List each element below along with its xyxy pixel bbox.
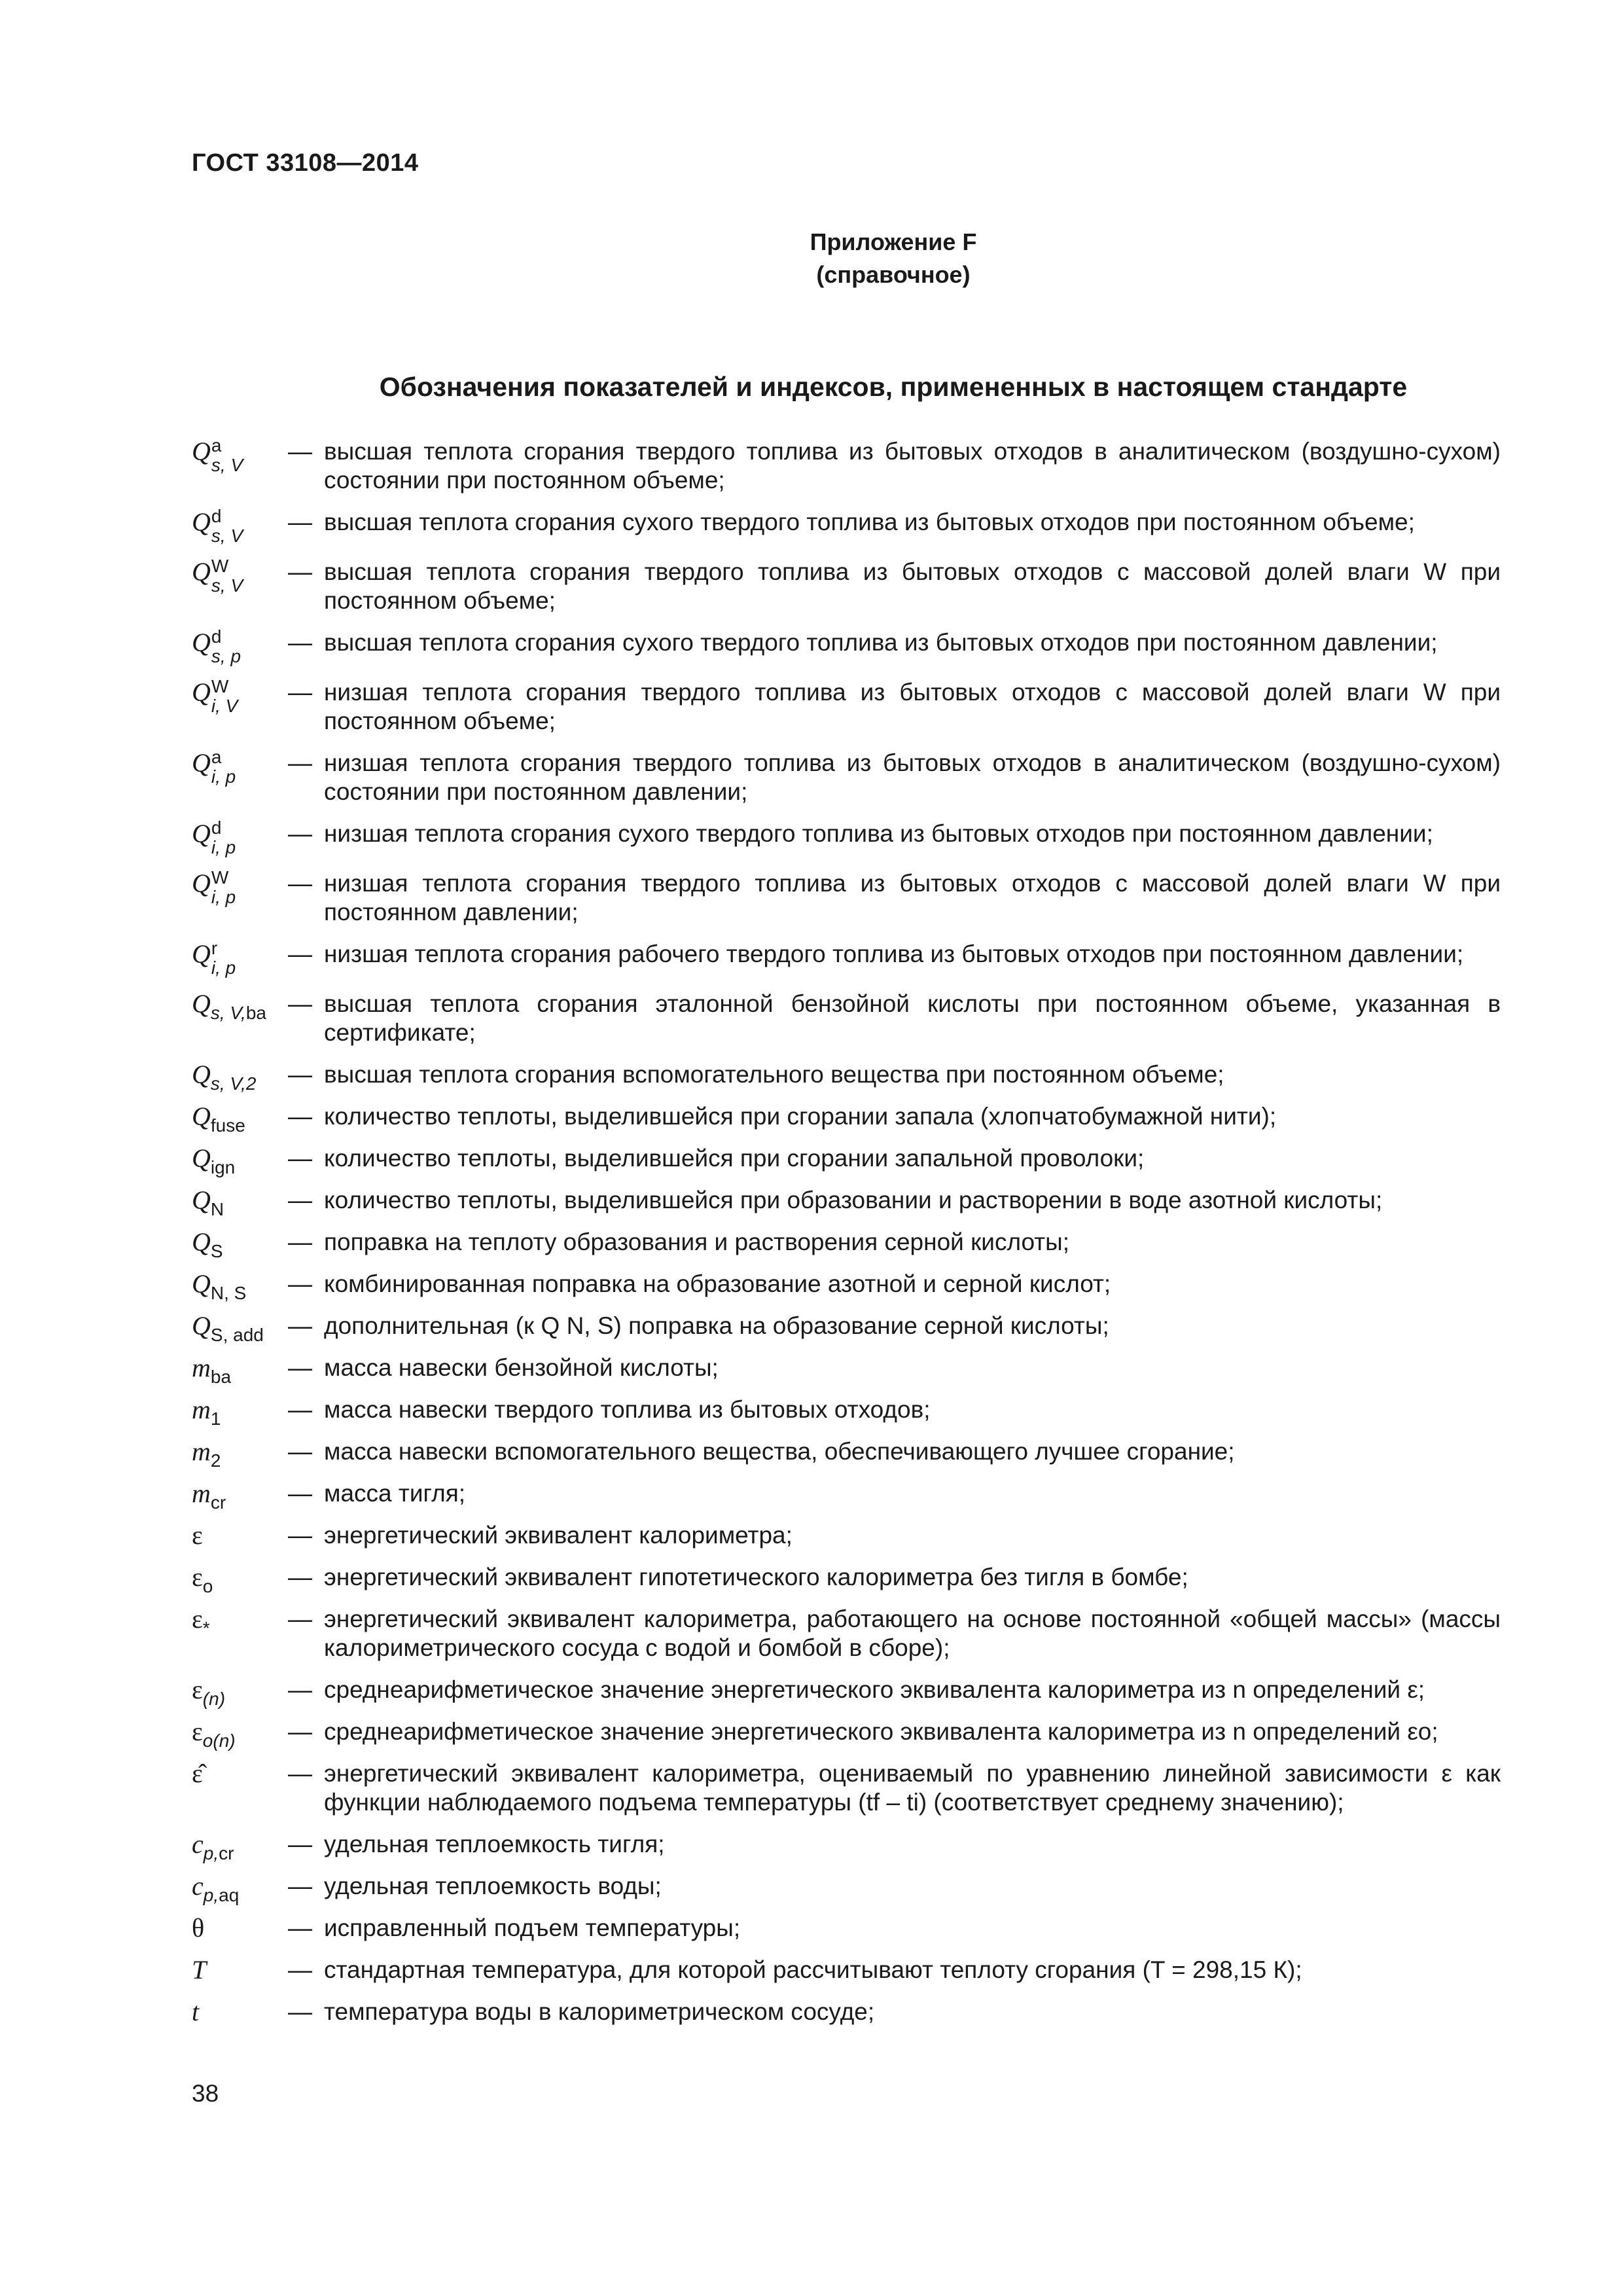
definition-text: масса навески вспомогательного вещества, обеспечивающего лучшее сгорание;: [324, 1438, 1235, 1465]
definition-dash: —: [288, 558, 312, 585]
symbol-base: Q: [192, 557, 211, 586]
definition-row: [192, 1395, 1501, 1429]
definition-symbol: [192, 1521, 288, 1550]
definition-dash: —: [288, 629, 312, 656]
definition-text: среднеарифметическое значение энергетического эквивалента калориметра из n определений ε;: [324, 1676, 1425, 1703]
definition-symbol: [192, 508, 288, 545]
definition-dash: —: [288, 1605, 312, 1632]
symbol-base: Q: [192, 1060, 211, 1089]
definition-dash: —: [288, 1831, 312, 1857]
definition-symbol: [192, 1717, 288, 1751]
symbol-base: ε̂: [192, 1759, 203, 1788]
definition-text: высшая теплота сгорания твердого топлива из бытовых отходов в аналитическом (воздушно-сухом) состоянии при постоянном объеме;: [324, 438, 1501, 493]
definition-dash: —: [288, 1438, 312, 1465]
symbol-subscript: i, V: [211, 696, 238, 716]
symbol-base: Q: [192, 1185, 211, 1215]
definition-row: [192, 940, 1501, 977]
symbol-indices: [211, 437, 243, 474]
symbol-indices: [211, 819, 236, 856]
definition-dash: —: [288, 509, 312, 535]
definition-dash: —: [288, 1480, 312, 1507]
definition-symbol: [192, 628, 288, 665]
symbol-base: θ: [192, 1913, 205, 1943]
definition-symbol: [192, 558, 288, 594]
definition-row: [192, 628, 1501, 665]
definition-row: [192, 1479, 1501, 1513]
symbol-subscript: i, p: [211, 837, 236, 857]
definition-row: [192, 558, 1501, 615]
definition-dash: —: [288, 1914, 312, 1941]
definition-row: [192, 437, 1501, 495]
symbol-superscript: d: [211, 506, 222, 526]
symbol-subscript: i, p: [211, 887, 236, 907]
symbol-subscript: N, S: [210, 1283, 247, 1303]
definition-row: [192, 1871, 1501, 1905]
definition-text: энергетический эквивалент калориметра, оцениваемый по уравнению линейной зависимости ε как функции наблюдаемого подъема температуры (tf – ti) (соответствует среднему значению);: [324, 1760, 1501, 1816]
definition-dash: —: [288, 438, 312, 465]
symbol-base: m: [192, 1479, 211, 1508]
annex-title: Приложение F: [810, 228, 977, 255]
symbol-subscript: s, V,2: [210, 1073, 257, 1094]
definition-row: [192, 1311, 1501, 1345]
symbol-base: t: [192, 1997, 200, 2026]
definition-row: [192, 1829, 1501, 1863]
definition-dash: —: [288, 1564, 312, 1590]
definition-text: комбинированная поправка на образование азотной и серной кислот;: [324, 1270, 1111, 1297]
symbol-subscript: o(n): [202, 1731, 236, 1751]
symbol-subscript: ba: [245, 1003, 266, 1023]
definition-dash: —: [288, 1873, 312, 1899]
definition-row: [192, 1353, 1501, 1387]
definition-symbol: [192, 1956, 288, 1984]
symbol-subscript: *: [202, 1618, 210, 1638]
definition-symbol: [192, 1914, 288, 1943]
definition-dash: —: [288, 1956, 312, 1983]
symbol-subscript: cr: [210, 1492, 226, 1513]
symbol-indices: [211, 678, 238, 715]
definition-text: низшая теплота сгорания рабочего твердого топлива из бытовых отходов при постоянном давлении;: [324, 941, 1464, 967]
definition-symbol: [192, 1829, 288, 1863]
definition-symbol: [192, 1143, 288, 1177]
definition-symbol: [192, 1998, 288, 2026]
definition-dash: —: [288, 679, 312, 706]
symbol-indices: [211, 558, 243, 594]
definition-row: [192, 1185, 1501, 1219]
definition-text: высшая теплота сгорания сухого твердого топлива из бытовых отходов при постоянном давлении;: [324, 629, 1438, 656]
definition-symbol: [192, 819, 288, 856]
definition-row: [192, 819, 1501, 856]
definition-dash: —: [288, 1760, 312, 1787]
definition-symbol: [192, 1479, 288, 1513]
symbol-superscript: d: [211, 626, 222, 647]
symbol-base: ε: [192, 1675, 203, 1704]
symbol-subscript: p,: [203, 1843, 219, 1863]
definition-row: [192, 749, 1501, 806]
definition-row: [192, 1102, 1501, 1136]
definition-dash: —: [288, 1187, 312, 1213]
definition-symbol: [192, 1353, 288, 1387]
definition-row: [192, 1717, 1501, 1751]
definition-dash: —: [288, 1270, 312, 1297]
symbol-base: Q: [192, 1227, 211, 1257]
definition-text: энергетический эквивалент гипотетического калориметра без тигля в бомбе;: [324, 1564, 1188, 1590]
definition-row: [192, 1060, 1501, 1094]
symbol-subscript: i, p: [211, 958, 236, 978]
symbol-base: T: [192, 1955, 207, 1984]
definition-symbol: [192, 1675, 288, 1709]
symbol-base: m: [192, 1353, 211, 1382]
symbol-subscript: (n): [202, 1689, 226, 1709]
annex-heading: [0, 226, 1623, 291]
definition-symbol: [192, 1395, 288, 1429]
symbol-superscript: d: [211, 817, 222, 838]
definition-text: высшая теплота сгорания сухого твердого топлива из бытовых отходов при постоянном объеме;: [324, 509, 1415, 535]
definition-dash: —: [288, 1522, 312, 1549]
symbol-base: c: [192, 1829, 204, 1859]
definition-symbol: [192, 989, 288, 1023]
symbol-base: Q: [192, 437, 211, 466]
symbol-subscript: S, add: [210, 1325, 264, 1345]
definition-row: [192, 1914, 1501, 1943]
definition-symbol: [192, 1562, 288, 1596]
annex-type: (справочное): [816, 261, 971, 288]
definition-symbol: [192, 1185, 288, 1219]
symbol-subscript: o: [202, 1576, 213, 1596]
definition-dash: —: [288, 1354, 312, 1381]
definition-text: дополнительная (к Q N, S) поправка на образование серной кислоты;: [324, 1312, 1109, 1339]
symbol-superscript: a: [211, 747, 222, 767]
symbol-base: ε: [192, 1520, 203, 1550]
symbol-subscript: cr: [219, 1843, 234, 1863]
definition-text: исправленный подъем температуры;: [324, 1914, 741, 1941]
symbol-subscript: i, p: [211, 766, 236, 787]
definition-row: [192, 678, 1501, 736]
definition-row: [192, 990, 1501, 1047]
definition-dash: —: [288, 941, 312, 967]
definition-text: низшая теплота сгорания твердого топлива из бытовых отходов в аналитическом (воздушно-сухом) состоянии при постоянном давлении;: [324, 749, 1501, 805]
definition-symbol: [192, 1227, 288, 1261]
definition-text: стандартная температура, для которой рассчитывают теплоту сгорания (T = 298,15 К);: [324, 1956, 1302, 1983]
definition-text: среднеарифметическое значение энергетического эквивалента калориметра из n определений εo;: [324, 1718, 1438, 1745]
definition-dash: —: [288, 1061, 312, 1088]
symbol-base: Q: [192, 507, 211, 537]
page-number: 38: [192, 2080, 219, 2107]
document-header: ГОСТ 33108—2014: [192, 149, 419, 177]
definition-row: [192, 1759, 1501, 1817]
symbol-superscript: r: [211, 938, 218, 958]
definition-row: [192, 1998, 1501, 2026]
definition-text: высшая теплота сгорания твердого топлива из бытовых отходов с массовой долей влаги W при постоянном объеме;: [324, 558, 1501, 614]
definition-row: [192, 508, 1501, 545]
symbol-base: m: [192, 1437, 211, 1466]
symbol-base: Q: [192, 628, 211, 657]
definition-dash: —: [288, 1145, 312, 1172]
symbol-subscript: 2: [210, 1450, 221, 1471]
symbol-subscript: fuse: [210, 1115, 245, 1136]
definition-symbol: [192, 869, 288, 906]
definition-symbol: [192, 1060, 288, 1094]
symbol-superscript: W: [211, 556, 229, 576]
symbol-subscript: N: [210, 1199, 224, 1219]
symbol-base: Q: [192, 1102, 211, 1131]
symbol-base: Q: [192, 989, 211, 1018]
definition-text: низшая теплота сгорания твердого топлива из бытовых отходов с массовой долей влаги W при постоянном давлении;: [324, 870, 1501, 925]
symbol-superscript: W: [211, 867, 229, 888]
definition-row: [192, 1562, 1501, 1596]
definition-text: энергетический эквивалент калориметра, работающего на основе постоянной «общей массы» (массы калориметрического сосуда с водой и бомбой в сборе);: [324, 1605, 1501, 1661]
definition-symbol: [192, 1604, 288, 1638]
definition-dash: —: [288, 1676, 312, 1703]
definition-text: масса навески бензойной кислоты;: [324, 1354, 719, 1381]
definitions-list: [192, 437, 1501, 2039]
symbol-subscript: s, V,: [210, 1003, 246, 1023]
definition-dash: —: [288, 870, 312, 897]
symbol-indices: [211, 508, 243, 545]
symbol-base: Q: [192, 1269, 211, 1299]
symbol-base: Q: [192, 869, 211, 898]
definition-row: [192, 1605, 1501, 1662]
symbol-base: Q: [192, 677, 211, 707]
symbol-base: Q: [192, 939, 211, 969]
definition-row: [192, 1675, 1501, 1709]
symbol-base: c: [192, 1871, 204, 1901]
symbol-subscript: s, V: [211, 575, 243, 596]
definition-text: количество теплоты, выделившейся при образовании и растворении в воде азотной кислоты;: [324, 1187, 1383, 1213]
symbol-base: ε: [192, 1717, 203, 1746]
definition-row: [192, 1437, 1501, 1471]
definition-symbol: [192, 437, 288, 474]
symbol-base: Q: [192, 748, 211, 778]
definition-text: количество теплоты, выделившейся при сгорании запала (хлопчатобумажной нити);: [324, 1103, 1277, 1130]
symbol-subscript: s, p: [211, 646, 241, 666]
definition-symbol: [192, 1311, 288, 1345]
symbol-subscript: S: [210, 1241, 223, 1261]
definition-text: масса тигля;: [324, 1480, 466, 1507]
definition-text: удельная теплоемкость воды;: [324, 1873, 662, 1899]
definition-dash: —: [288, 1229, 312, 1255]
definition-dash: —: [288, 990, 312, 1017]
definition-row: [192, 869, 1501, 927]
symbol-indices: [211, 940, 236, 977]
definition-symbol: [192, 1759, 288, 1788]
definition-symbol: [192, 1269, 288, 1303]
definition-symbol: [192, 678, 288, 715]
definition-text: температура воды в калориметрическом сосуде;: [324, 1998, 875, 2025]
symbol-subscript: p,: [203, 1885, 219, 1905]
symbol-subscript: aq: [219, 1885, 240, 1905]
symbol-indices: [211, 869, 236, 906]
definition-dash: —: [288, 1998, 312, 2025]
definition-row: [192, 1143, 1501, 1177]
definition-text: поправка на теплоту образования и растворения серной кислоты;: [324, 1229, 1070, 1255]
symbol-base: ε: [192, 1562, 203, 1592]
symbol-subscript: ign: [210, 1157, 236, 1177]
definition-dash: —: [288, 1103, 312, 1130]
definition-symbol: [192, 1437, 288, 1471]
definition-symbol: [192, 749, 288, 785]
symbol-subscript: s, V: [211, 455, 243, 475]
definition-row: [192, 1269, 1501, 1303]
definition-text: удельная теплоемкость тигля;: [324, 1831, 665, 1857]
definition-dash: —: [288, 1396, 312, 1423]
definition-text: энергетический эквивалент калориметра;: [324, 1522, 793, 1549]
symbol-indices: [211, 749, 236, 785]
definition-text: низшая теплота сгорания твердого топлива из бытовых отходов с массовой долей влаги W при постоянном объеме;: [324, 679, 1501, 734]
symbol-superscript: W: [211, 676, 229, 696]
definition-dash: —: [288, 749, 312, 776]
symbol-base: ε: [192, 1604, 203, 1634]
definition-row: [192, 1956, 1501, 1984]
definition-text: количество теплоты, выделившейся при сгорании запальной проволоки;: [324, 1145, 1145, 1172]
symbol-subscript: ba: [210, 1367, 232, 1387]
definition-text: низшая теплота сгорания сухого твердого топлива из бытовых отходов при постоянном давлении;: [324, 820, 1433, 847]
symbol-subscript: s, V: [211, 526, 243, 546]
definition-dash: —: [288, 820, 312, 847]
symbol-base: Q: [192, 1311, 211, 1340]
definition-row: [192, 1227, 1501, 1261]
definition-row: [192, 1521, 1501, 1550]
section-title: Обозначения показателей и индексов, примененных в настоящем стандарте: [379, 372, 1408, 402]
symbol-base: Q: [192, 1143, 211, 1173]
symbol-base: m: [192, 1395, 211, 1424]
definition-text: высшая теплота сгорания эталонной бензойной кислоты при постоянном объеме, указанная в сертификате;: [324, 990, 1501, 1046]
definition-symbol: [192, 1102, 288, 1136]
symbol-superscript: a: [211, 435, 222, 456]
symbol-subscript: 1: [210, 1408, 221, 1429]
definition-text: масса навески твердого топлива из бытовых отходов;: [324, 1396, 931, 1423]
definition-dash: —: [288, 1312, 312, 1339]
definition-symbol: [192, 940, 288, 977]
definition-text: высшая теплота сгорания вспомогательного вещества при постоянном объеме;: [324, 1061, 1224, 1088]
definition-dash: —: [288, 1718, 312, 1745]
symbol-indices: [211, 628, 241, 665]
symbol-base: Q: [192, 819, 211, 848]
definition-symbol: [192, 1871, 288, 1905]
